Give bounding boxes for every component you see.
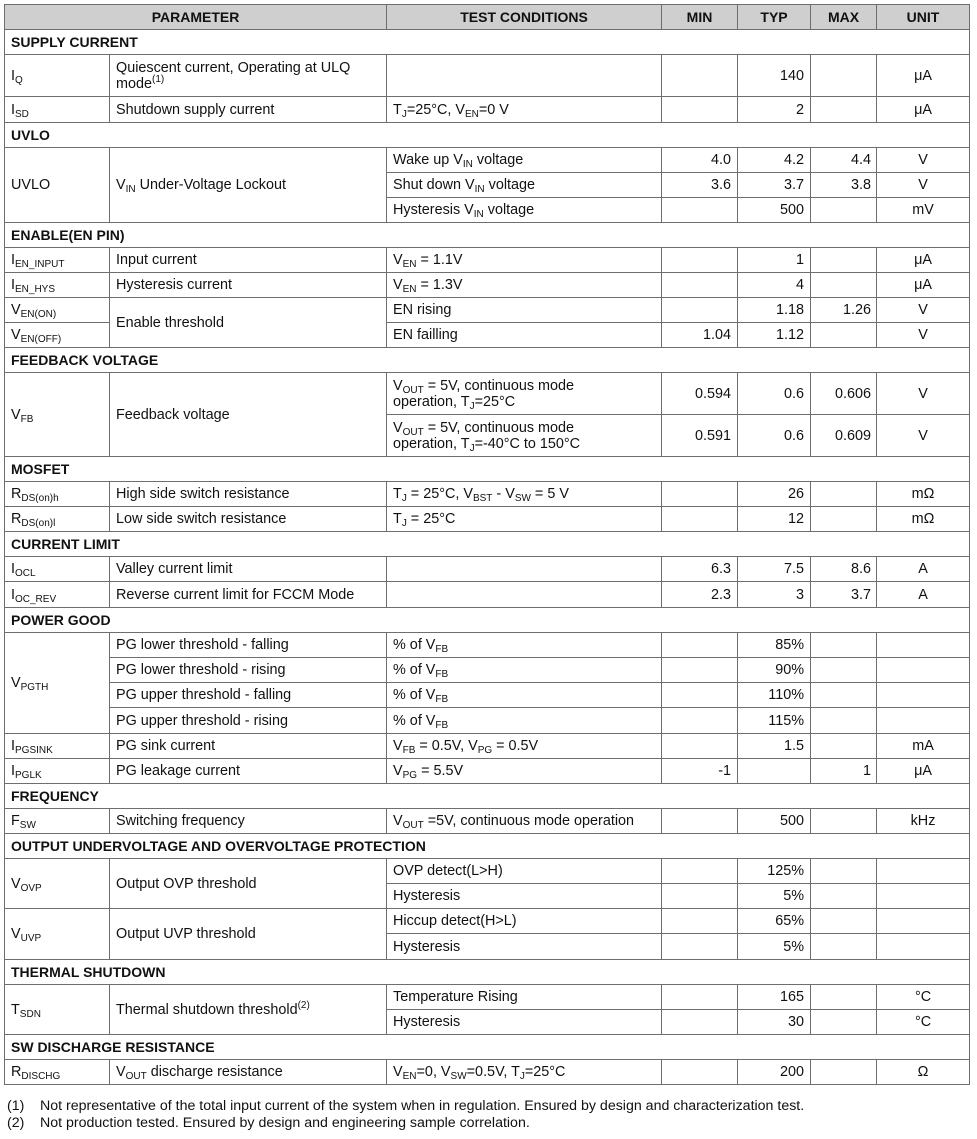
condition: $V_{FB} = 0.5V$, $V_{PG} = 0.5V$ — [387, 734, 662, 759]
footnote-ref: (2) — [297, 999, 310, 1011]
row-vfb-25c — [5, 373, 970, 415]
max-value: 0.609 — [811, 415, 877, 457]
symbol: $T_{SDN}$ — [5, 985, 110, 1035]
min-value: 3.6 — [662, 173, 738, 198]
typ-value: 30 — [738, 1010, 811, 1035]
unit: mΩ — [877, 482, 970, 507]
row-rdischg — [5, 1060, 970, 1085]
min-value: 0.594 — [662, 373, 738, 415]
typ-value: 90% — [738, 658, 811, 683]
typ-value: 26 — [738, 482, 811, 507]
typ-value: 5% — [738, 934, 811, 960]
col-parameter: PARAMETER — [5, 5, 387, 30]
section-title: MOSFET — [5, 457, 970, 482]
description: Switching frequency — [110, 809, 387, 834]
max-value: 1 — [811, 759, 877, 784]
typ-value: 110% — [738, 683, 811, 708]
symbol: $I_{PGSINK}$ — [5, 734, 110, 759]
electrical-characteristics — [4, 4, 969, 1085]
symbol: UVLO — [5, 148, 110, 223]
row-vovp-detect — [5, 859, 970, 884]
row-pg-upper-rising — [5, 708, 970, 734]
symbol: $V_{OVP}$ — [5, 859, 110, 909]
symbol: $I_{EN\_HYS}$ — [5, 273, 110, 298]
condition: OVP detect(L>H) — [387, 859, 662, 884]
unit: μA — [877, 759, 970, 784]
condition: Hiccup detect(H>L) — [387, 909, 662, 934]
unit: V — [877, 323, 970, 348]
description: PG sink current — [110, 734, 387, 759]
typ-value: 5% — [738, 884, 811, 909]
footnote-key: (1) — [7, 1098, 25, 1114]
footnote-ref: (1) — [152, 73, 165, 85]
section-title: POWER GOOD — [5, 608, 970, 633]
min-value: -1 — [662, 759, 738, 784]
footnotes — [7, 1098, 804, 1132]
min-value: 0.591 — [662, 415, 738, 457]
unit: °C — [877, 1010, 970, 1035]
max-value: 1.26 — [811, 298, 877, 323]
condition: EN failling — [387, 323, 662, 348]
description: $V_{IN}$ Under-Voltage Lockout — [110, 148, 387, 223]
typ-value: 7.5 — [738, 557, 811, 582]
unit: μA — [877, 55, 970, 97]
description: Input current — [110, 248, 387, 273]
condition: $T_J = 25^\circ C$, $V_{BST} - V_{SW} = 5$ V — [387, 482, 662, 507]
unit: °C — [877, 985, 970, 1010]
condition: Shut down $V_{IN}$ voltage — [387, 173, 662, 198]
condition: Temperature Rising — [387, 985, 662, 1010]
section-title: SUPPLY CURRENT — [5, 30, 970, 55]
row-uvlo-wakeup — [5, 148, 970, 173]
section-uvlo — [5, 123, 970, 148]
section-title: THERMAL SHUTDOWN — [5, 960, 970, 985]
description: Quiescent current, Operating at ULQ mode$^{(1)}$ — [110, 55, 387, 97]
typ-value: 1 — [738, 248, 811, 273]
max-value: 4.4 — [811, 148, 877, 173]
unit: kHz — [877, 809, 970, 834]
row-rdsh — [5, 482, 970, 507]
symbol: $V_{PGTH}$ — [5, 633, 110, 734]
unit: V — [877, 415, 970, 457]
unit: mA — [877, 734, 970, 759]
description: Feedback voltage — [110, 373, 387, 457]
description: Valley current limit — [110, 557, 387, 582]
footnote-2 — [7, 1115, 804, 1132]
unit: Ω — [877, 1060, 970, 1085]
unit: V — [877, 148, 970, 173]
description: Reverse current limit for FCCM Mode — [110, 582, 387, 608]
row-pg-lower-rising — [5, 658, 970, 683]
typ-value: 2 — [738, 97, 811, 123]
description: PG upper threshold - rising — [110, 708, 387, 734]
col-test-conditions: TEST CONDITIONS — [387, 5, 662, 30]
typ-value: 3.7 — [738, 173, 811, 198]
unit: V — [877, 298, 970, 323]
typ-value: 1.12 — [738, 323, 811, 348]
typ-value: 125% — [738, 859, 811, 884]
section-feedback — [5, 348, 970, 373]
condition: $T_J = 25^\circ C$ — [387, 507, 662, 532]
footnote-1 — [7, 1098, 804, 1115]
description: High side switch resistance — [110, 482, 387, 507]
row-ien-hys — [5, 273, 970, 298]
typ-value: 140 — [738, 55, 811, 97]
condition: Hysteresis — [387, 884, 662, 909]
symbol: $I_{SD}$ — [5, 97, 110, 123]
section-title: UVLO — [5, 123, 970, 148]
col-max: MAX — [811, 5, 877, 30]
min-value: 2.3 — [662, 582, 738, 608]
typ-value: 0.6 — [738, 373, 811, 415]
description: PG lower threshold - falling — [110, 633, 387, 658]
max-value: 0.606 — [811, 373, 877, 415]
description: Enable threshold — [110, 298, 387, 348]
row-pg-lower-falling — [5, 633, 970, 658]
symbol: $I_{OCL}$ — [5, 557, 110, 582]
condition: $V_{OUT} =5V$, continuous mode operation — [387, 809, 662, 834]
typ-value: 1.5 — [738, 734, 811, 759]
section-power-good — [5, 608, 970, 633]
max-value: 3.8 — [811, 173, 877, 198]
condition: $T_J=25^\circ C$, $V_{EN}=0$ V — [387, 97, 662, 123]
symbol: $F_{SW}$ — [5, 809, 110, 834]
condition: $V_{EN}=0$, $V_{SW}=0.5V$, $T_J=25^\circ C$ — [387, 1060, 662, 1085]
row-fsw — [5, 809, 970, 834]
section-frequency — [5, 784, 970, 809]
row-tsdn-rising — [5, 985, 970, 1010]
condition: EN rising — [387, 298, 662, 323]
section-title: CURRENT LIMIT — [5, 532, 970, 557]
unit: μA — [877, 273, 970, 298]
row-iq — [5, 55, 970, 97]
unit: μA — [877, 248, 970, 273]
condition: Wake up $V_{IN}$ voltage — [387, 148, 662, 173]
typ-value: 3 — [738, 582, 811, 608]
typ-value: 500 — [738, 809, 811, 834]
unit: mV — [877, 198, 970, 223]
symbol: $V_{EN(ON)}$ — [5, 298, 110, 323]
condition: Hysteresis — [387, 934, 662, 960]
row-vuvp-detect — [5, 909, 970, 934]
typ-value: 0.6 — [738, 415, 811, 457]
col-min: MIN — [662, 5, 738, 30]
spec-table — [4, 4, 970, 1085]
section-sw-discharge — [5, 1035, 970, 1060]
row-rdsl — [5, 507, 970, 532]
section-title: FEEDBACK VOLTAGE — [5, 348, 970, 373]
condition: $V_{OUT} = 5V$, continuous mode operation, $T_J=-40^\circ C$ to 150°C — [387, 415, 662, 457]
col-typ: TYP — [738, 5, 811, 30]
section-title: OUTPUT UNDERVOLTAGE AND OVERVOLTAGE PROTECTION — [5, 834, 970, 859]
symbol: $V_{FB}$ — [5, 373, 110, 457]
symbol: $I_Q$ — [5, 55, 110, 97]
condition: $V_{OUT} = 5V$, continuous mode operation, $T_J=25^\circ C$ — [387, 373, 662, 415]
description: PG lower threshold - rising — [110, 658, 387, 683]
condition: % of $V_{FB}$ — [387, 708, 662, 734]
typ-value: 165 — [738, 985, 811, 1010]
symbol: $V_{EN(OFF)}$ — [5, 323, 110, 348]
unit: A — [877, 582, 970, 608]
symbol: $V_{UVP}$ — [5, 909, 110, 960]
section-title: SW DISCHARGE RESISTANCE — [5, 1035, 970, 1060]
row-ipgsink — [5, 734, 970, 759]
condition: % of $V_{FB}$ — [387, 683, 662, 708]
section-title: ENABLE(EN PIN) — [5, 223, 970, 248]
section-ov-uv-protection — [5, 834, 970, 859]
condition: $V_{EN} = 1.3V$ — [387, 273, 662, 298]
description: PG leakage current — [110, 759, 387, 784]
min-value: 4.0 — [662, 148, 738, 173]
typ-value: 12 — [738, 507, 811, 532]
condition: $V_{PG} = 5.5V$ — [387, 759, 662, 784]
max-value: 8.6 — [811, 557, 877, 582]
section-supply — [5, 30, 970, 55]
header-row — [5, 5, 970, 30]
symbol: $R_{DS(on)h}$ — [5, 482, 110, 507]
description: Output OVP threshold — [110, 859, 387, 909]
min-value: 1.04 — [662, 323, 738, 348]
condition: Hysteresis $V_{IN}$ voltage — [387, 198, 662, 223]
symbol: $R_{DS(on)l}$ — [5, 507, 110, 532]
condition: $V_{EN} = 1.1V$ — [387, 248, 662, 273]
symbol: $R_{DISCHG}$ — [5, 1060, 110, 1085]
typ-value: 200 — [738, 1060, 811, 1085]
section-current-limit — [5, 532, 970, 557]
typ-value: 500 — [738, 198, 811, 223]
col-unit: UNIT — [877, 5, 970, 30]
symbol: $I_{OC\_REV}$ — [5, 582, 110, 608]
condition: % of $V_{FB}$ — [387, 633, 662, 658]
unit: V — [877, 173, 970, 198]
typ-value: 4 — [738, 273, 811, 298]
row-isd — [5, 97, 970, 123]
footnote-text: Not representative of the total input current of the system when in regulation. Ensured by design and characterization test. — [40, 1098, 805, 1114]
description: Shutdown supply current — [110, 97, 387, 123]
condition: Hysteresis — [387, 1010, 662, 1035]
row-ven-on — [5, 298, 970, 323]
row-pg-upper-falling — [5, 683, 970, 708]
row-iocl — [5, 557, 970, 582]
description: PG upper threshold - falling — [110, 683, 387, 708]
symbol: $I_{PGLK}$ — [5, 759, 110, 784]
condition: % of $V_{FB}$ — [387, 658, 662, 683]
section-enable — [5, 223, 970, 248]
symbol: $I_{EN\_INPUT}$ — [5, 248, 110, 273]
row-ien-input — [5, 248, 970, 273]
unit: μA — [877, 97, 970, 123]
description: Hysteresis current — [110, 273, 387, 298]
footnote-text: Not production tested. Ensured by design and engineering sample correlation. — [40, 1115, 530, 1131]
description: Low side switch resistance — [110, 507, 387, 532]
section-mosfet — [5, 457, 970, 482]
row-ipglk — [5, 759, 970, 784]
footnote-key: (2) — [7, 1115, 25, 1131]
typ-value: 65% — [738, 909, 811, 934]
typ-value: 115% — [738, 708, 811, 734]
row-iocrev — [5, 582, 970, 608]
typ-value: 4.2 — [738, 148, 811, 173]
section-thermal — [5, 960, 970, 985]
description: $V_{OUT}$ discharge resistance — [110, 1060, 387, 1085]
description: Output UVP threshold — [110, 909, 387, 960]
typ-value: 1.18 — [738, 298, 811, 323]
max-value: 3.7 — [811, 582, 877, 608]
description: Thermal shutdown threshold$^{(2)}$ — [110, 985, 387, 1035]
typ-value: 85% — [738, 633, 811, 658]
unit: V — [877, 373, 970, 415]
unit: A — [877, 557, 970, 582]
unit: mΩ — [877, 507, 970, 532]
min-value: 6.3 — [662, 557, 738, 582]
section-title: FREQUENCY — [5, 784, 970, 809]
